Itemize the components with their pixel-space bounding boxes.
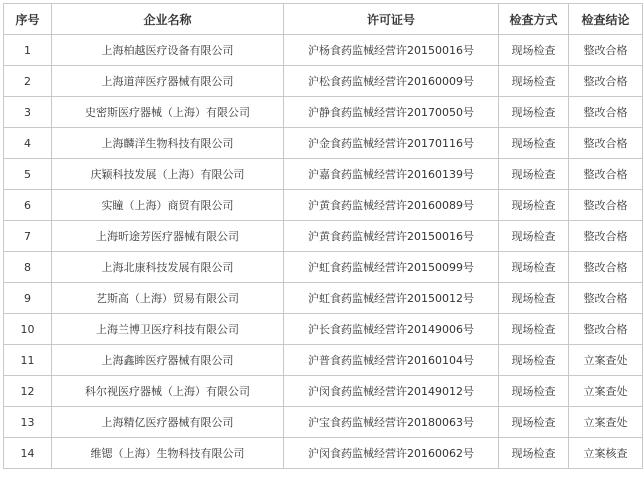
cell-inspection-result: 整改合格 (569, 35, 643, 66)
cell-index: 8 (4, 252, 52, 283)
cell-inspection-result: 立案查处 (569, 345, 643, 376)
header-license-number: 许可证号 (284, 4, 499, 35)
cell-company-name: 艺斯高（上海）贸易有限公司 (52, 283, 284, 314)
cell-index: 7 (4, 221, 52, 252)
inspection-results-table (3, 3, 643, 469)
cell-inspection-result: 立案查处 (569, 407, 643, 438)
cell-company-name: 上海精亿医疗器械有限公司 (52, 407, 284, 438)
cell-inspection-method: 现场检查 (499, 221, 569, 252)
cell-company-name: 维锶（上海）生物科技有限公司 (52, 438, 284, 469)
cell-inspection-result: 整改合格 (569, 97, 643, 128)
cell-license-number: 沪闵食药监械经营许20160062号 (284, 438, 499, 469)
cell-inspection-method: 现场检查 (499, 314, 569, 345)
cell-license-number: 沪宝食药监械经营许20180063号 (284, 407, 499, 438)
cell-index: 1 (4, 35, 52, 66)
cell-index: 6 (4, 190, 52, 221)
cell-inspection-method: 现场检查 (499, 376, 569, 407)
table-row (4, 376, 643, 407)
table-header-row (4, 4, 643, 35)
cell-inspection-method: 现场检查 (499, 438, 569, 469)
table-row (4, 283, 643, 314)
cell-inspection-method: 现场检查 (499, 35, 569, 66)
cell-inspection-result: 整改合格 (569, 128, 643, 159)
header-inspection-result: 检查结论 (569, 4, 643, 35)
cell-company-name: 上海道萍医疗器械有限公司 (52, 66, 284, 97)
cell-license-number: 沪黄食药监械经营许20150016号 (284, 221, 499, 252)
cell-license-number: 沪普食药监械经营许20160104号 (284, 345, 499, 376)
cell-inspection-result: 整改合格 (569, 314, 643, 345)
cell-license-number: 沪静食药监械经营许20170050号 (284, 97, 499, 128)
table-row (4, 190, 643, 221)
cell-license-number: 沪金食药监械经营许20170116号 (284, 128, 499, 159)
cell-index: 9 (4, 283, 52, 314)
cell-inspection-method: 现场检查 (499, 345, 569, 376)
cell-company-name: 庆颖科技发展（上海）有限公司 (52, 159, 284, 190)
table-row (4, 35, 643, 66)
table-row (4, 97, 643, 128)
cell-inspection-result: 整改合格 (569, 159, 643, 190)
cell-inspection-method: 现场检查 (499, 159, 569, 190)
cell-index: 10 (4, 314, 52, 345)
cell-inspection-method: 现场检查 (499, 128, 569, 159)
cell-company-name: 科尔视医疗器械（上海）有限公司 (52, 376, 284, 407)
cell-license-number: 沪杨食药监械经营许20150016号 (284, 35, 499, 66)
table-row (4, 345, 643, 376)
cell-inspection-method: 现场检查 (499, 66, 569, 97)
cell-license-number: 沪嘉食药监械经营许20160139号 (284, 159, 499, 190)
cell-inspection-result: 整改合格 (569, 252, 643, 283)
cell-license-number: 沪虹食药监械经营许20150099号 (284, 252, 499, 283)
cell-index: 3 (4, 97, 52, 128)
table-row (4, 407, 643, 438)
table-row (4, 221, 643, 252)
cell-inspection-method: 现场检查 (499, 97, 569, 128)
cell-index: 11 (4, 345, 52, 376)
cell-index: 4 (4, 128, 52, 159)
cell-index: 2 (4, 66, 52, 97)
inspection-table-container (3, 3, 643, 469)
cell-company-name: 上海兰博卫医疗科技有限公司 (52, 314, 284, 345)
header-index: 序号 (4, 4, 52, 35)
table-row (4, 159, 643, 190)
cell-company-name: 上海麟洋生物科技有限公司 (52, 128, 284, 159)
cell-company-name: 上海鑫眸医疗器械有限公司 (52, 345, 284, 376)
cell-inspection-method: 现场检查 (499, 283, 569, 314)
cell-inspection-result: 整改合格 (569, 283, 643, 314)
table-row (4, 314, 643, 345)
cell-license-number: 沪虹食药监械经营许20150012号 (284, 283, 499, 314)
cell-company-name: 史密斯医疗器械（上海）有限公司 (52, 97, 284, 128)
cell-company-name: 上海昕途芳医疗器械有限公司 (52, 221, 284, 252)
cell-company-name: 上海北康科技发展有限公司 (52, 252, 284, 283)
cell-index: 13 (4, 407, 52, 438)
cell-inspection-result: 整改合格 (569, 66, 643, 97)
cell-inspection-method: 现场检查 (499, 407, 569, 438)
cell-inspection-method: 现场检查 (499, 190, 569, 221)
cell-inspection-result: 整改合格 (569, 190, 643, 221)
header-inspection-method: 检查方式 (499, 4, 569, 35)
table-row (4, 66, 643, 97)
cell-license-number: 沪黄食药监械经营许20160089号 (284, 190, 499, 221)
cell-inspection-result: 立案核查 (569, 438, 643, 469)
cell-license-number: 沪松食药监械经营许20160009号 (284, 66, 499, 97)
cell-company-name: 实瞳（上海）商贸有限公司 (52, 190, 284, 221)
cell-inspection-result: 整改合格 (569, 221, 643, 252)
cell-inspection-result: 立案查处 (569, 376, 643, 407)
cell-license-number: 沪闵食药监械经营许20149012号 (284, 376, 499, 407)
cell-license-number: 沪长食药监械经营许20149006号 (284, 314, 499, 345)
cell-index: 5 (4, 159, 52, 190)
cell-index: 14 (4, 438, 52, 469)
cell-inspection-method: 现场检查 (499, 252, 569, 283)
table-row (4, 252, 643, 283)
header-company-name: 企业名称 (52, 4, 284, 35)
table-row (4, 128, 643, 159)
cell-company-name: 上海柏越医疗设备有限公司 (52, 35, 284, 66)
table-row (4, 438, 643, 469)
cell-index: 12 (4, 376, 52, 407)
